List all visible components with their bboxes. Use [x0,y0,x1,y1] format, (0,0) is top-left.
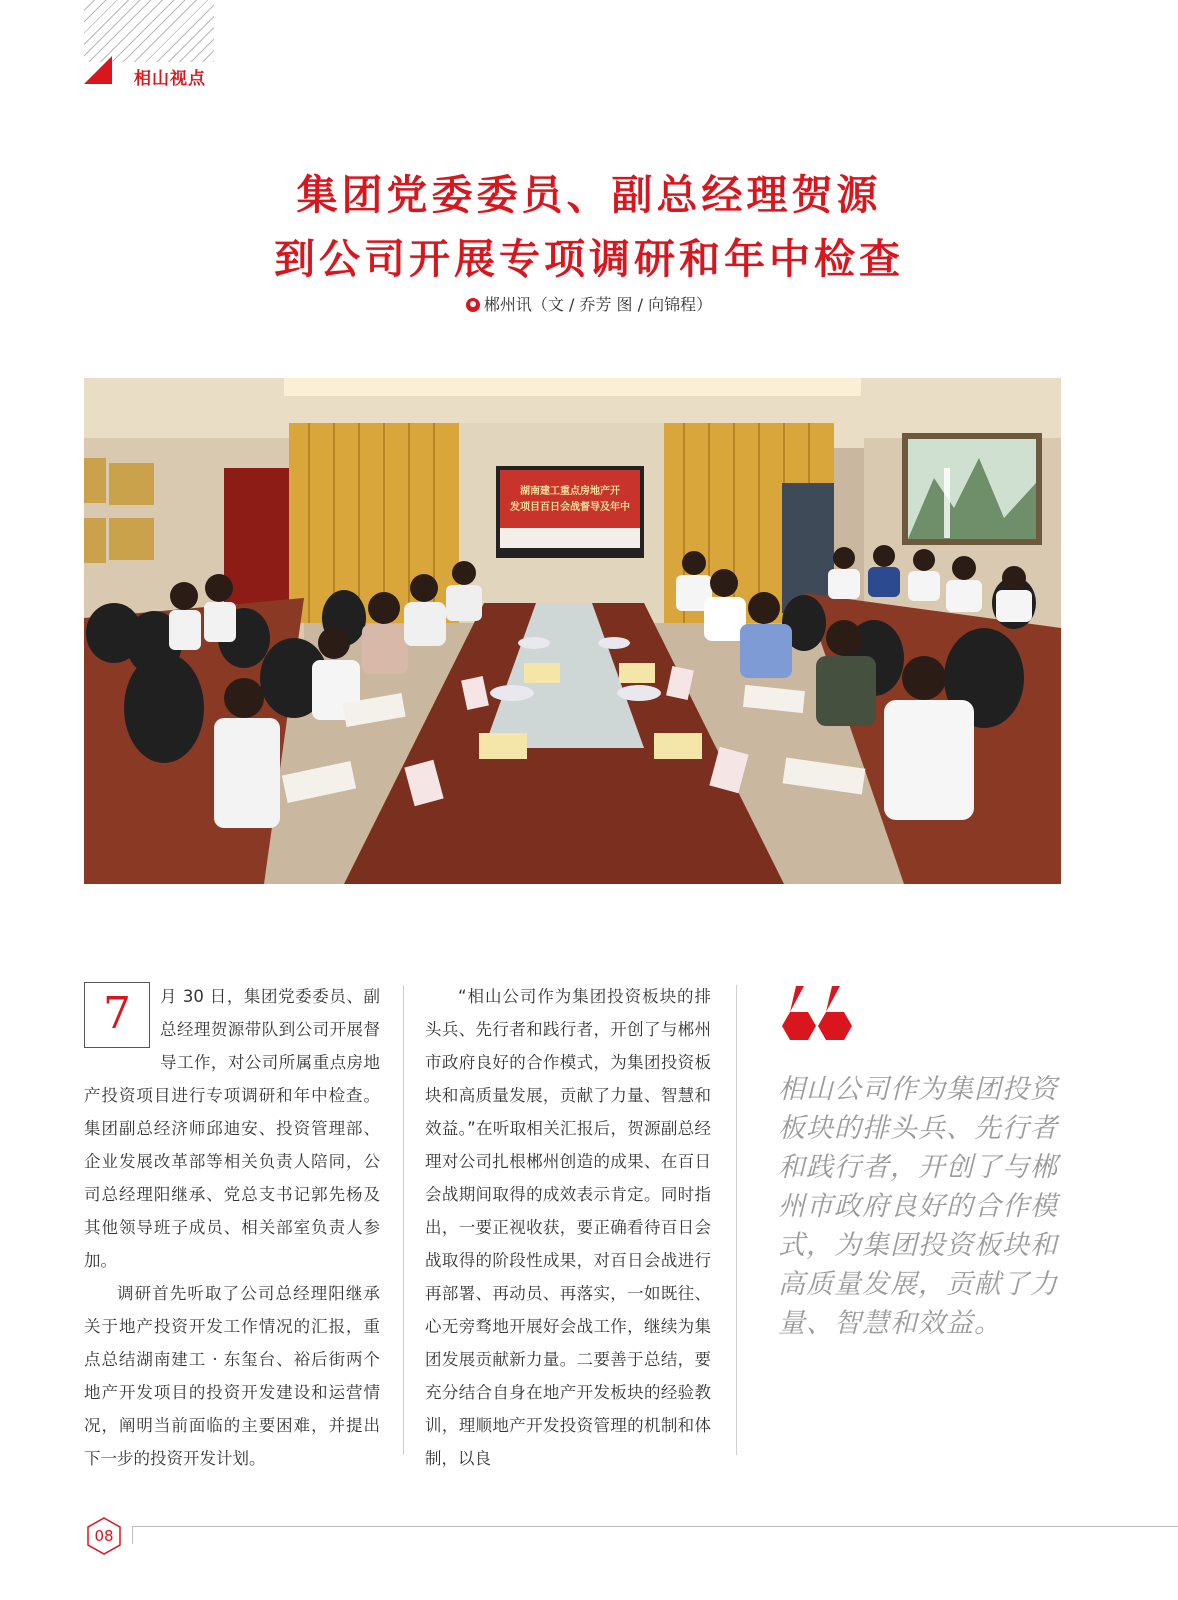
paragraph-2: 调研首先听取了公司总经理阳继承关于地产投资开发工作情况的汇报，重点总结湖南建工 · 东玺台、裕后街两个地产开发项目的投资开发建设和运营情况，阐明当前面临的主要困难，并提出下一步的投资开发计划。 [84,1284,380,1468]
header-corner-triangle [84,56,112,84]
column-divider-2 [736,985,737,1455]
byline-text: 郴州讯（文 / 乔芳 图 / 向锦程） [483,295,713,314]
page-number: 08 [94,1527,114,1545]
body-column-2 [425,980,711,1475]
quote-mark-icon [778,978,858,1048]
body-column-1 [84,980,380,1475]
meeting-photo [84,378,1061,884]
page-number-badge [84,1516,124,1556]
footer-rule [132,1526,1178,1527]
column-divider [403,985,404,1455]
screen-text-1: 湖南建工重点房地产开 [520,486,620,497]
screen-text-2: 发项目百日会战督导及年中 [510,502,630,513]
paragraph-3: “相山公司作为集团投资板块的排头兵、先行者和践行者，开创了与郴州市政府良好的合作模式，为集团投资板块和高质量发展，贡献了力量、智慧和效益。”在听取相关汇报后，贺源副总经理对公司扎根郴州创造的成果、在百日会战期间取得的成效表示肯定。同时指出，一要正视收获，要正确看待百日会战取得的阶段性成果，对百日会战进行再部署、再动员、再落实，一如既往、心无旁骛地开展好会战工作，继续为集团发展贡献新力量。二要善于总结，要充分结合自身在地产开发板块的经验教训，理顺地产开发投资管理的机制和体制，以良 [425,987,711,1468]
paragraph-1-text: 月 30 日，集团党委委员、副总经理贺源带队到公司开展督导工作，对公司所属重点房地产投资项目进行专项调研和年中检查。集团副总经济师邱迪安、投资管理部、企业发展改革部等相关负责人陪同，公司总经理阳继承、党总支书记郭先杨及其他领导班子成员、相关部室负责人参加。 [84,987,380,1270]
header-stripes [84,0,214,62]
author-icon [466,298,480,312]
drop-cap: 7 [84,982,150,1048]
pull-quote: 相山公司作为集团投资板块的排头兵、先行者和践行者，开创了与郴州市政府良好的合作模式，为集团投资板块和高质量发展，贡献了力量、智慧和效益。 [778,1074,1058,1339]
article-title-line2: 到公司开展专项调研和年中检查 [274,235,904,283]
byline [0,292,1178,315]
paragraph-1 [84,980,380,1277]
section-label: 相山视点 [134,69,206,89]
article-title-line1: 集团党委委员、副总经理贺源 [296,171,882,219]
